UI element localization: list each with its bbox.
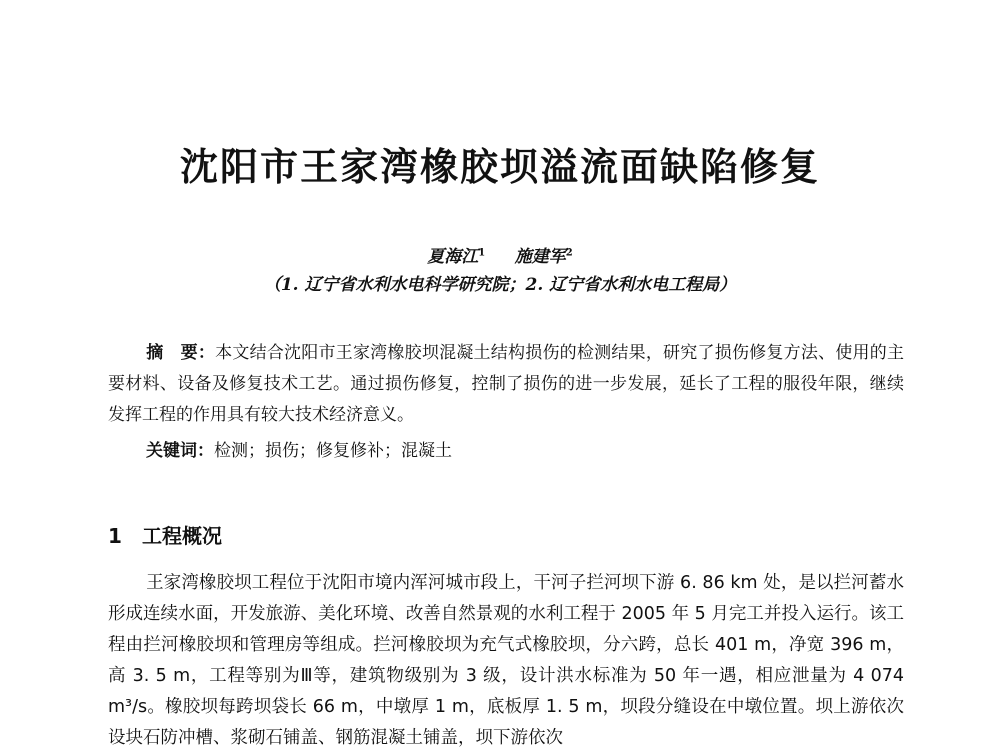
paper-title: 沈阳市王家湾橡胶坝溢流面缺陷修复 [179,145,820,189]
affiliation-marker: 1 [478,247,486,259]
body-paragraph [108,568,904,754]
keywords-text: 检测；损伤；修复修补；混凝土 [214,441,452,461]
section-title: 工程概况 [142,524,222,548]
keywords [146,436,452,461]
section-heading [108,520,222,549]
author-name: 施建军 [514,247,566,267]
paragraph-text: 王家湾橡胶坝工程位于沈阳市境内浑河城市段上，干河子拦河坝下游 6. 86 km 处，是以拦河蓄水形成连续水面，开发旅游、美化环境、改善自然景观的水利工程于 2005 年 5 月完工并投入运行。该工程由拦河橡胶坝和管理房等组成。拦河橡胶坝为充气式橡胶坝，分六跨，总长 401 m，净宽 396 m，高 3. 5 m，工程等别为Ⅲ等，建筑物级别为 3 级，设计洪水标准为 50 年一遇，相应泄量为 4 074 m³/s。橡胶坝每跨坝袋长 66 m，中墩厚 1 m，底板厚 1. 5 m，坝段分缝设在中墩位置。坝上游依次设块石防冲槽、浆砌石铺盖、钢筋混凝土铺盖，坝下游依次 [108,573,904,748]
abstract [108,338,904,431]
keywords-label: 关键词： [146,441,214,461]
affiliation-marker: 2 [565,247,573,259]
affiliations: （1. 辽宁省水利水电科学研究院；2. 辽宁省水利水电工程局） [263,275,737,295]
section-number: 1 [108,524,122,548]
abstract-label: 摘 要： [146,343,216,363]
author-name: 夏海江 [427,247,479,267]
author-line [0,242,1000,267]
abstract-text: 本文结合沈阳市王家湾橡胶坝混凝土结构损伤的检测结果，研究了损伤修复方法、使用的主要材料、设备及修复技术工艺。通过损伤修复，控制了损伤的进一步发展，延长了工程的服役年限，继续发挥工程的作用具有较大技术经济意义。 [108,343,905,425]
